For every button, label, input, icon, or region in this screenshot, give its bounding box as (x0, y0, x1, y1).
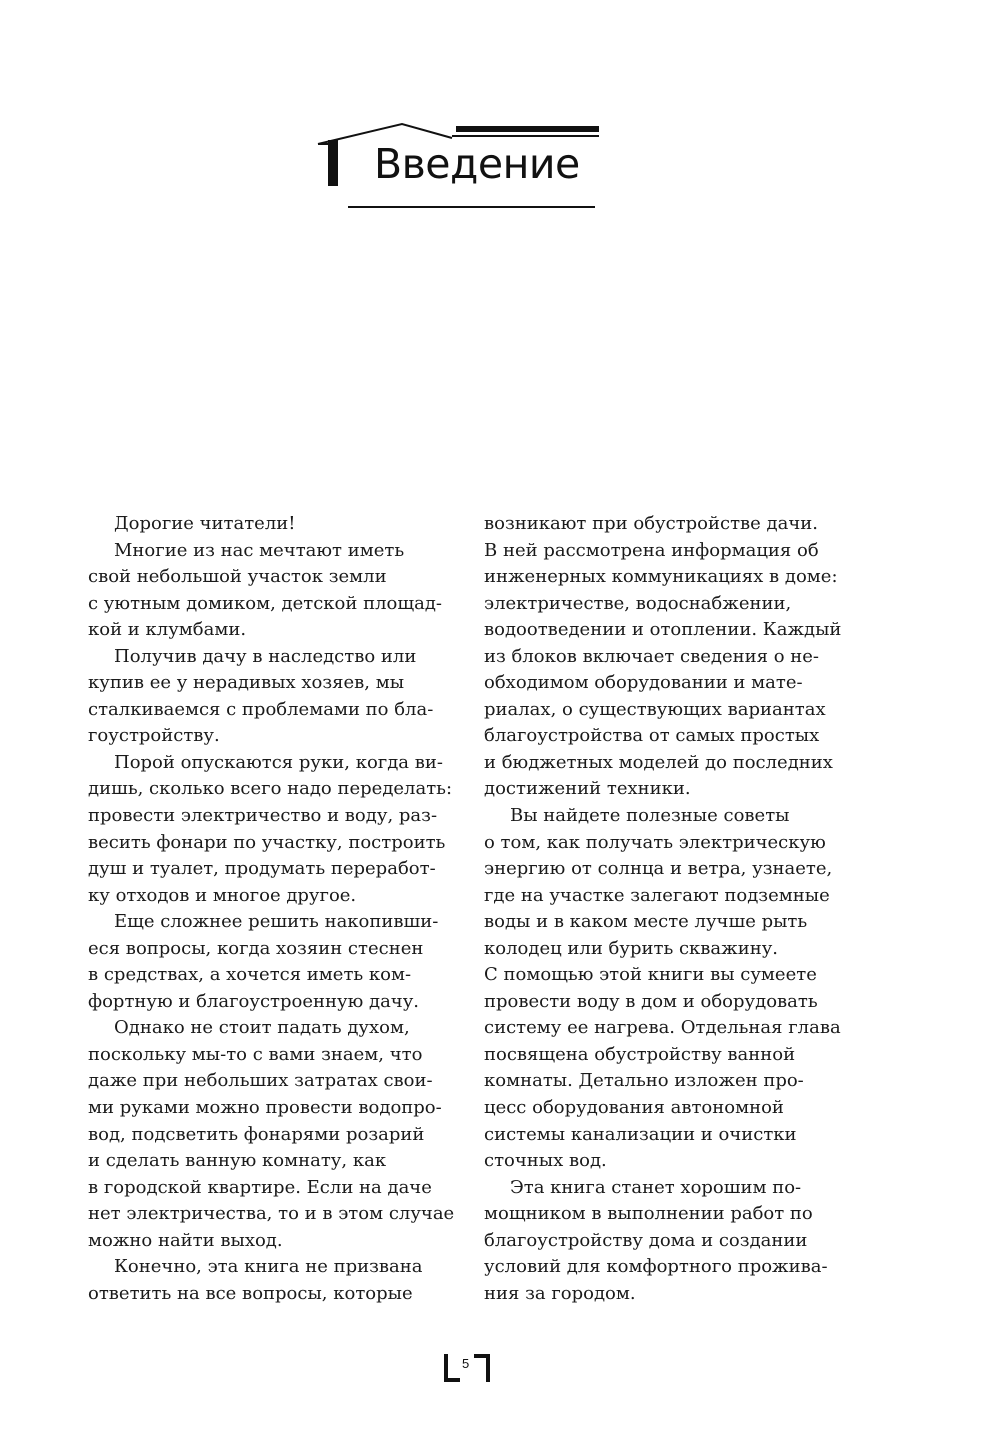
text-line: Еще сложнее решить накопивши- (114, 911, 439, 933)
chapter-title: Введение (374, 140, 580, 188)
text-line: душ и туалет, продумать переработ- (88, 858, 436, 880)
text-line: благоустройству дома и создании (484, 1229, 808, 1251)
text-line: и бюджетных моделей до последних (484, 751, 833, 773)
text-line: сточных вод. (484, 1150, 607, 1172)
left-text-column (88, 511, 468, 1307)
text-line: водоотведении и отоплении. Каждый (484, 619, 842, 641)
text-line: мощником в выполнении работ по (484, 1203, 813, 1225)
text-line: вод, подсветить фонарями розарий (88, 1123, 425, 1145)
text-line: риалах, о существующих вариантах (484, 698, 826, 720)
text-line: Однако не стоит падать духом, (114, 1017, 410, 1039)
text-line: Конечно, эта книга не призвана (114, 1256, 423, 1278)
text-line: свой небольшой участок земли (88, 566, 387, 588)
text-line: воды и в каком месте лучше рыть (484, 911, 808, 933)
text-line: посвящена обустройству ванной (484, 1043, 796, 1065)
text-line: с уютным домиком, детской площад- (88, 592, 442, 614)
text-line: ответить на все вопросы, которые (88, 1282, 413, 1304)
text-line: гоустройству. (88, 725, 220, 747)
text-line: даже при небольших затратах свои- (88, 1070, 433, 1092)
text-line: достижений техники. (484, 778, 691, 800)
text-line: в городской квартире. Если на даче (88, 1176, 432, 1198)
right-text-column (484, 511, 864, 1307)
text-line: фортную и благоустроенную дачу. (88, 990, 420, 1012)
text-line: провести воду в дом и оборудовать (484, 990, 818, 1012)
text-line: купив ее у нерадивых хозяев, мы (88, 672, 405, 694)
text-line: обходимом оборудовании и мате- (484, 672, 803, 694)
text-line: благоустройства от самых простых (484, 725, 820, 747)
text-line: весить фонари по участку, построить (88, 831, 446, 853)
text-line: цесс оборудования автономной (484, 1097, 784, 1119)
text-line: из блоков включает сведения о не- (484, 645, 820, 667)
text-line: Получив дачу в наследство или (114, 645, 417, 667)
text-line: С помощью этой книги вы сумеете (484, 964, 817, 986)
text-line: систему ее нагрева. Отдельная глава (484, 1017, 841, 1039)
text-line: можно найти выход. (88, 1229, 283, 1251)
text-line: электричестве, водоснабжении, (484, 592, 792, 614)
text-line: системы канализации и очистки (484, 1123, 797, 1145)
text-line: ми руками можно провести водопро- (88, 1097, 442, 1119)
text-line: Порой опускаются руки, когда ви- (114, 751, 443, 773)
text-line: В ней рассмотрена информация об (484, 539, 819, 561)
text-line: ния за городом. (484, 1282, 636, 1304)
text-line: Многие из нас мечтают иметь (114, 539, 405, 561)
text-line: Вы найдете полезные советы (510, 805, 790, 827)
page-number: 5 (462, 1356, 470, 1371)
text-line: возникают при обустройстве дачи. (484, 513, 818, 534)
text-line: кой и клумбами. (88, 619, 247, 641)
text-line: еся вопросы, когда хозяин стеснен (88, 937, 424, 959)
text-line: дишь, сколько всего надо переделать: (88, 778, 453, 800)
text-line: нет электричества, то и в этом случае (88, 1203, 455, 1225)
text-line: колодец или бурить скважину. (484, 937, 779, 959)
text-line: ку отходов и многое другое. (88, 884, 357, 906)
text-line: в средствах, а хочется иметь ком- (88, 964, 412, 986)
text-line: сталкиваемся с проблемами по бла- (88, 698, 434, 720)
text-line: Эта книга станет хорошим по- (510, 1176, 802, 1198)
text-line: провести электричество и воду, раз- (88, 805, 438, 827)
text-line: энергию от солнца и ветра, узнаете, (484, 858, 833, 880)
text-line: о том, как получать электрическую (484, 831, 826, 853)
text-line: поскольку мы-то с вами знаем, что (88, 1043, 423, 1065)
text-line: и сделать ванную комнату, как (88, 1150, 387, 1172)
text-line: Дорогие читатели! (114, 513, 296, 534)
text-line: условий для комфортного прожива- (484, 1256, 828, 1278)
text-line: комнаты. Детально изложен про- (484, 1070, 804, 1092)
text-line: инженерных коммуникациях в доме: (484, 566, 838, 588)
text-line: где на участке залегают подземные (484, 884, 830, 906)
